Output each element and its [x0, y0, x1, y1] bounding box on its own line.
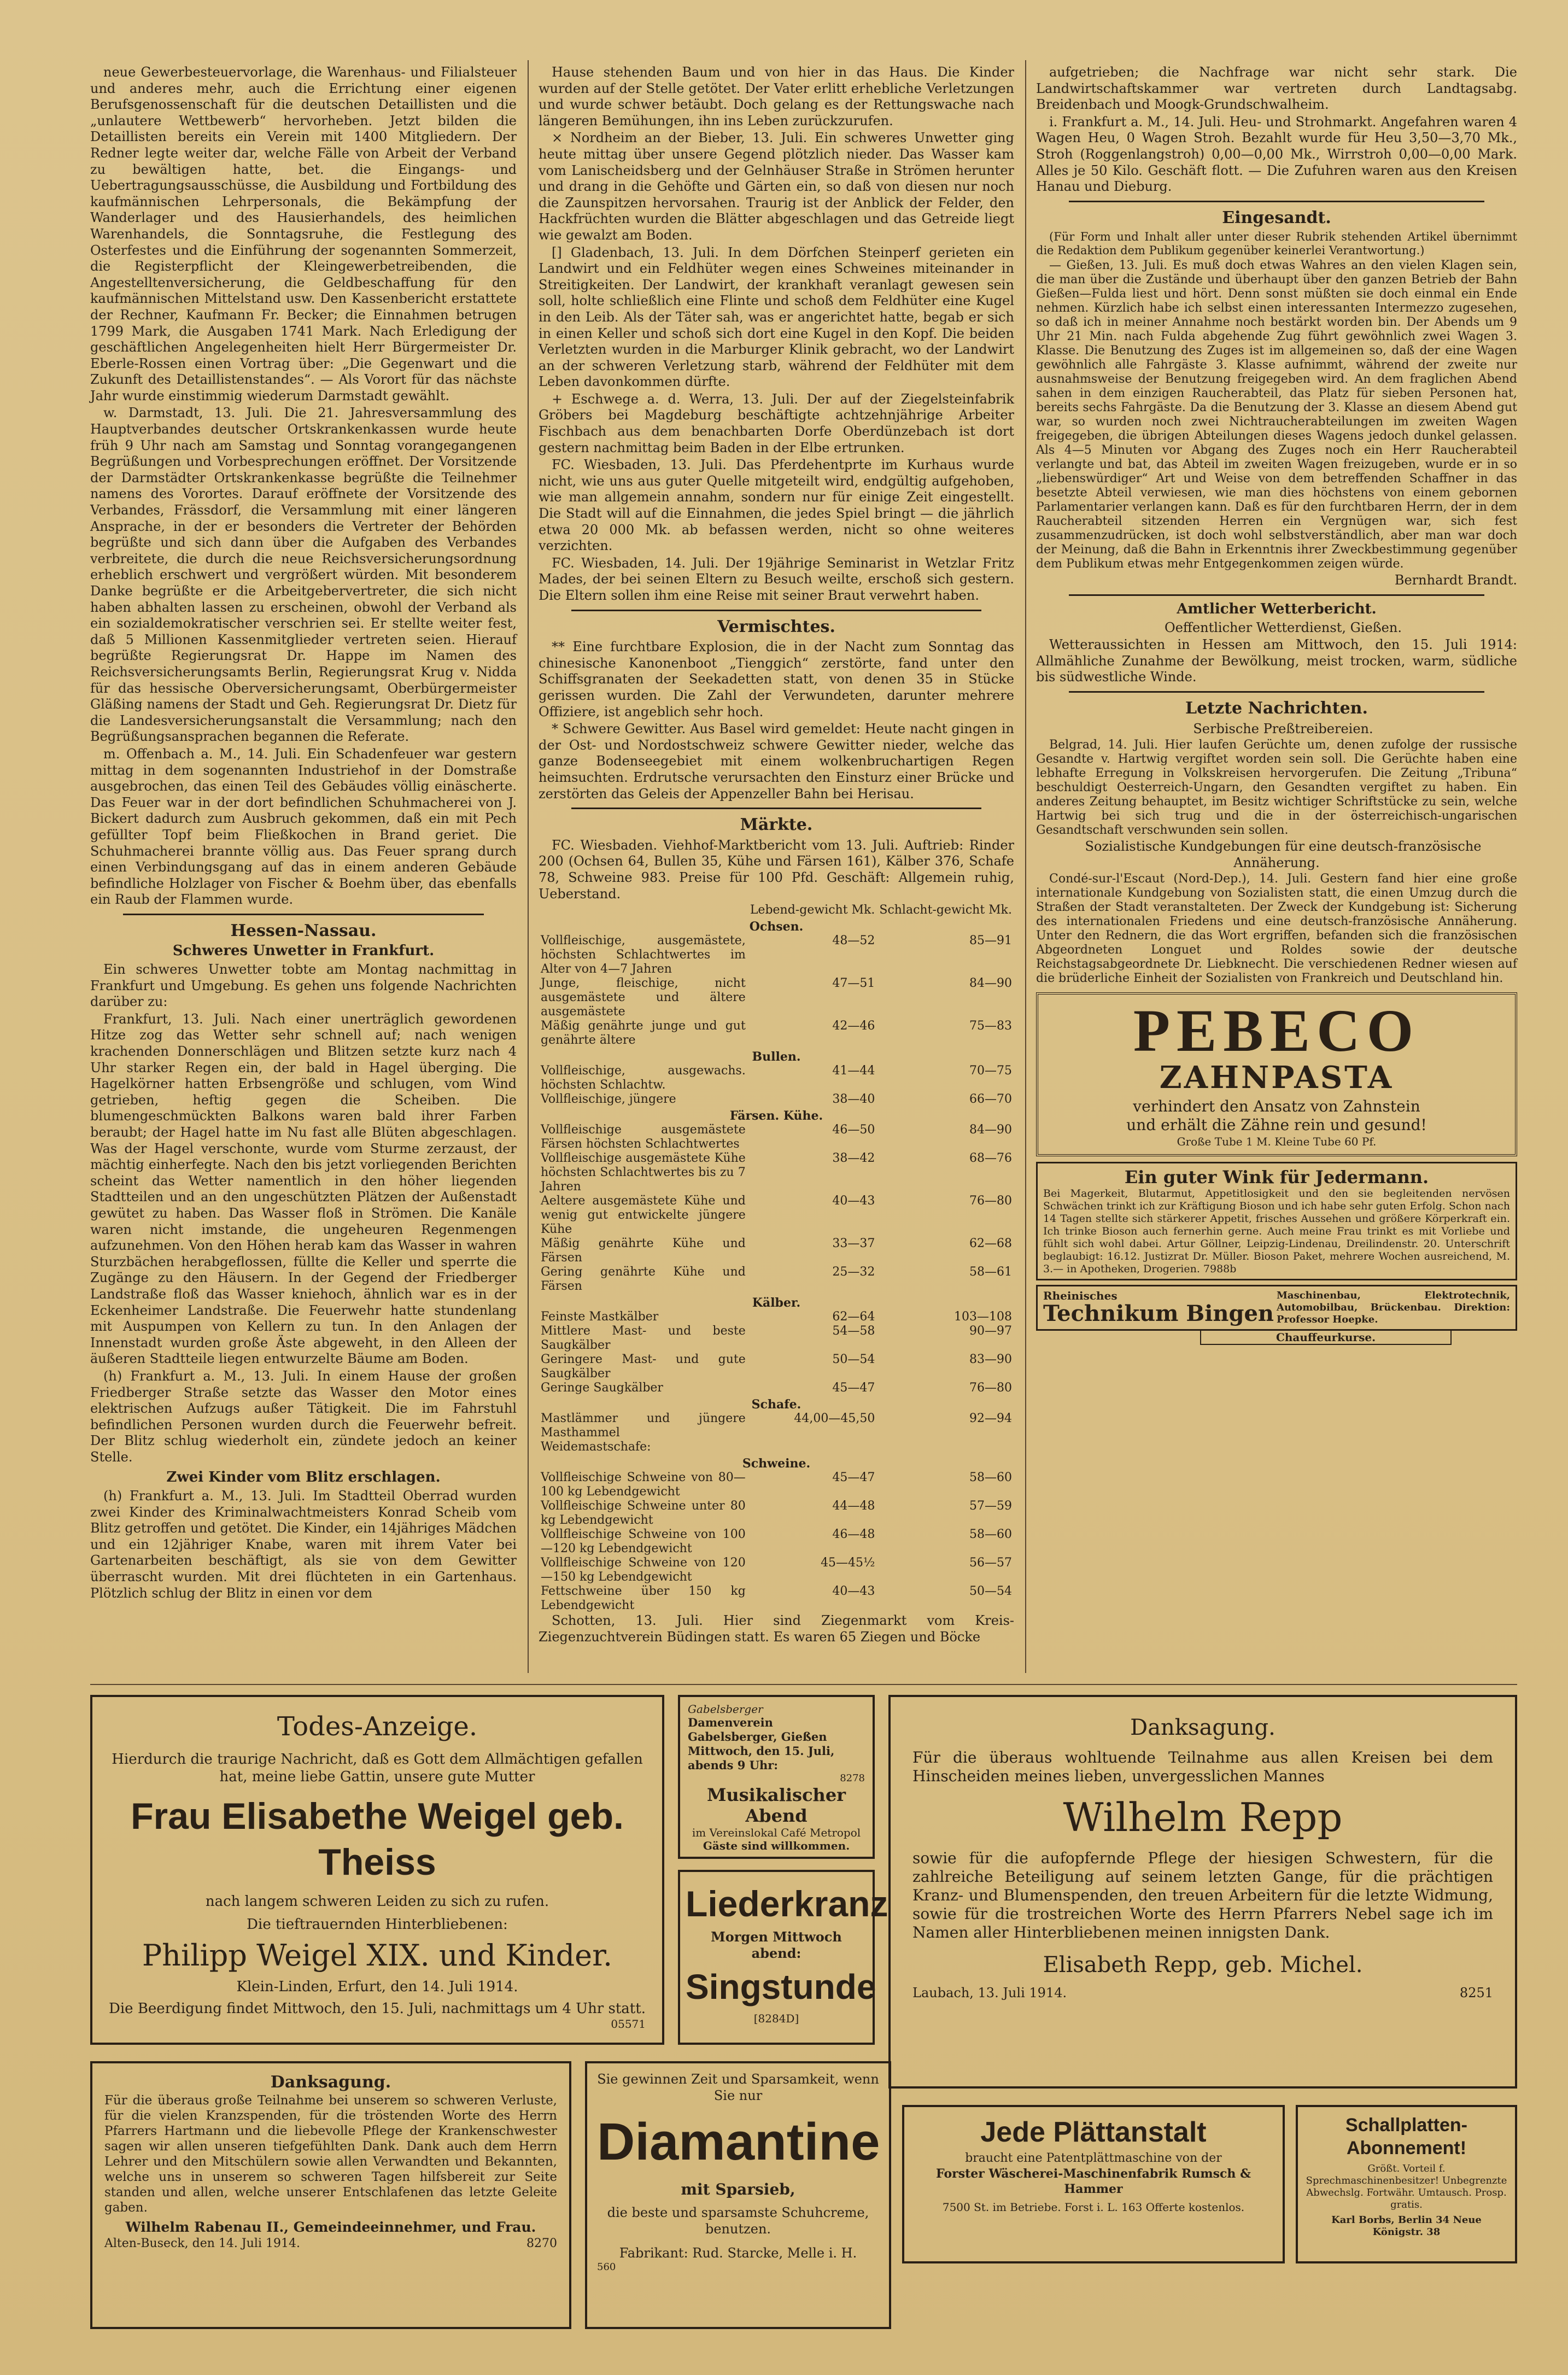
article-paragraph: FC. Wiesbaden, 13. Juli. Das Pferdehentprte im Kurhaus wurde nicht, wie uns aus guter Quelle mitgeteilt wird, endgültig aufgehoben, wie man allgemein annahm, sondern nur für einige Zeit eingestellt. Die Stadt will auf die Einnahmen, die jedes Spiel bringt — die jährlich etwa 20 000 Mk. ab befassen werden, nicht so ohne weiteres verzichten. — [539, 457, 1014, 554]
notice-place-date: Alten-Buseck, den 14. Juli 1914. — [104, 2237, 300, 2250]
plaettanstalt-ad — [902, 2105, 1285, 2263]
market-row — [539, 976, 1014, 1019]
market-live-price: 42—46 — [832, 1019, 875, 1033]
market-live-price: 41—44 — [832, 1064, 875, 1078]
market-live-price: 45—47 — [832, 1381, 875, 1395]
stenography-logo: Gabelsberger — [688, 1703, 763, 1716]
market-item-label: Vollfleischige ausgemästete Färsen höchsten Schlachtwertes — [541, 1123, 746, 1151]
ad-text: Bei Magerkeit, Blutarmut, Appetitlosigkeit und den sie begleitenden nervösen Schwächen trinkt ich zur Kräftigung Bioson und ich habe sehr guten Erfolg. Schon nach 14 Tagen stellte sich stärkerer Appetit, frisches Aussehen und größere Körperkraft ein. Ich trinke Bioson auch fernerhin gerne. Auch meine Frau trinkt es mit Vorliebe und fühlt sich wohl dabei. Artur Göllner, Leipzig-Lindenau, Dreilindenstr. 20. Unterschrift beglaubigt: 16.12. Justizrat Dr. Müller. Bioson Paket, mehrere Wochen ausreichend, M. 3.— in Apotheken, Drogerien. 7988b — [1043, 1188, 1510, 1276]
market-slaughter-price: 66—70 — [969, 1092, 1012, 1107]
article-heading: Zwei Kinder vom Blitz erschlagen. — [166, 1469, 441, 1486]
market-slaughter-price: 70—75 — [969, 1064, 1012, 1078]
article-paragraph: m. Offenbach a. M., 14. Juli. Ein Schadenfeuer war gestern mittag in dem sogenannten Industriehof in der Domstraße ausgebrochen, das einen Teil des Gebäudes völlig einäscherte. Das Feuer war in der dort befindlichen Schuhmacherei von J. Bickert dadurch zum Ausbruch gekommen, daß ein mit Pech gefüllter Topf beim Fließkochen in Brand geriet. Die Schuhmacherei brannte völlig aus. Das Feuer sprang durch einen Verbindungsgang auf das in einem anderen Gebäude befindliche Holzlager von Fischer & Boehm über, das ebenfalls ein Raub der Flammen wurde. — [90, 746, 517, 908]
ad-number: 05571 — [611, 2017, 646, 2031]
ad-number: 560 — [597, 2261, 616, 2273]
market-row — [539, 1381, 1014, 1395]
market-live-price: 48—52 — [832, 934, 875, 948]
market-price-table — [539, 903, 1014, 1613]
column-3 — [1036, 65, 1517, 1345]
market-slaughter-price: 92—94 — [969, 1412, 1012, 1426]
event-title: Musikalischer Abend — [706, 1785, 846, 1826]
market-item-label: Vollfleischige ausgemästete Kühe höchsten Schlachtwertes bis zu 7 Jahren — [541, 1151, 746, 1194]
market-slaughter-price: 84—90 — [969, 976, 1012, 991]
market-live-price: 38—42 — [832, 1151, 875, 1166]
ad-title: Technikum Bingen — [1043, 1301, 1274, 1327]
market-section-row — [539, 1294, 1014, 1310]
market-header-label — [539, 903, 748, 917]
article-paragraph: aufgetrieben; die Nachfrage war nicht sehr stark. Die Landwirtschaftskammer war vertreten durch Landtagsabg. Breidenbach und Moogk-Grundschwalheim. — [1036, 65, 1517, 113]
notice-text: Für die überaus wohltuende Teilnahme aus allen Kreisen bei dem Hinscheiden meines lieben, unvergesslichen Mannes — [912, 1748, 1493, 1785]
market-row — [539, 1584, 1014, 1613]
section-heading: Letzte Nachrichten. — [1185, 698, 1368, 718]
market-header-slaughter: Schlacht-gewicht Mk. — [879, 903, 1012, 917]
market-section-label: Kälber. — [752, 1296, 801, 1311]
market-live-price: 45—47 — [832, 1471, 875, 1485]
market-item-label: Aeltere ausgemästete Kühe und wenig gut entwickelte jüngere Kühe — [541, 1194, 746, 1237]
ad-text: Mittwoch, den 15. Juli, abends 9 Uhr: — [688, 1744, 835, 1772]
pebeco-brand: PEBECO — [1133, 997, 1420, 1064]
market-live-price: 54—58 — [832, 1324, 875, 1338]
event-title: Singstunde — [686, 1967, 876, 2007]
article-paragraph: Schotten, 13. Juli. Hier sind Ziegenmarkt vom Kreis-Ziegenzuchtverein Büdingen statt. Es waren 65 Ziegen und Böcke — [539, 1613, 1014, 1645]
market-row — [539, 1412, 1014, 1440]
market-slaughter-price: 83—90 — [969, 1353, 1012, 1367]
column-2 — [539, 65, 1014, 1646]
notice-text: Hierdurch die traurige Nachricht, daß es Gott dem Allmächtigen gefallen hat, meine liebe Gattin, unsere gute Mutter — [112, 1751, 643, 1785]
market-item-label: Gering genährte Kühe und Färsen — [541, 1265, 746, 1294]
article-paragraph: (h) Frankfurt a. M., 13. Juli. Im Stadtteil Oberrad wurden zwei Kinder des Kriminalwachtmeisters Konrad Scheib vom Blitz getroffen und getötet. Die Kinder, ein 14jähriges Mädchen und ein 12jähriger Knabe, waren mit ihrem Vater bei Gartenarbeiten beschäftigt, als sie von dem Gewitter überrascht wurden. Mit drei flüchteten in ein Gartenhaus. Plötzlich schlug der Blitz in einen vor dem — [90, 1488, 517, 1601]
column-divider — [528, 60, 529, 1673]
pebeco-subtitle: ZAHNPASTA — [1159, 1060, 1394, 1096]
market-slaughter-price: 85—91 — [969, 934, 1012, 948]
ad-title: Ein guter Wink für Jedermann. — [1124, 1167, 1429, 1188]
rule — [1069, 691, 1484, 693]
ad-text: Morgen Mittwoch abend: — [711, 1929, 842, 1961]
market-live-price: 40—43 — [832, 1584, 875, 1599]
market-row — [539, 1151, 1014, 1194]
market-live-price: 38—40 — [832, 1092, 875, 1107]
bioson-ad — [1036, 1162, 1517, 1280]
pebeco-line: verhindert den Ansatz von Zahnstein — [1133, 1097, 1420, 1116]
liederkranz-ad — [678, 1870, 888, 2045]
market-row — [539, 1499, 1014, 1528]
column-1 — [90, 65, 517, 1602]
market-item-label: Vollfleischige, ausgemästete, höchsten Schlachtwertes im Alter von 4—7 Jahren — [541, 934, 746, 976]
market-live-price: 44—48 — [832, 1499, 875, 1513]
market-item-label: Junge, fleischige, nicht ausgemästete und ältere ausgemästete — [541, 976, 746, 1019]
market-header-live: Lebend-gewicht Mk. — [750, 903, 875, 917]
section-heading: Vermischtes. — [717, 617, 835, 636]
market-item-label: Weidemastschafe: — [541, 1440, 651, 1454]
deceased-name: Frau Elisabethe Weigel geb. Theiss — [131, 1795, 624, 1883]
market-live-price: 46—48 — [832, 1528, 875, 1542]
article-paragraph: [] Gladenbach, 13. Juli. In dem Dörfchen Steinperf gerieten ein Landwirt und ein Feldhüter wegen eines Schweines miteinander in Streitigkeiten. Der Landwirt, der krankhaft veranlagt gewesen sein soll, holte schließlich eine Flinte und schoß dem Feldhüter eine Kugel in den Leib. Als der Täter sah, was er angerichtet hatte, begab er sich in einen Keller und schoß sich dort eine Kugel in den Kopf. Die beiden Verletzten wurden in die Marburger Klinik gebracht, wo der Landwirt an der schweren Verletzung starb, während der Feldhüter mit dem Leben davonkommen dürfte. — [539, 244, 1014, 390]
market-slaughter-price: 62—68 — [969, 1237, 1012, 1251]
market-row — [539, 1353, 1014, 1381]
rule — [571, 808, 981, 809]
market-row — [539, 1064, 1014, 1092]
article-paragraph: neue Gewerbesteuervorlage, die Warenhaus- und Filialsteuer und anderes mehr, auch die Errichtung einer eigenen Berufsgenossenschaft für die deutschen Detaillisten und die „unlautere Wettbewerb“ hervorheben. Jetzt bilden die Detaillisten bereits ein Verein mit 1400 Mitgliedern. Der Redner legte weiter dar, welche Fälle von Arbeit der Verband zu bewältigen hatte, bet. die Eingangs- und Uebertragungsausschüsse, die Ausbildung und Fortbildung des kaufmännischen Lehrpersonals, die Bekämpfung der Wanderlager und des Hausierhandels, des heimlichen Warenhandels, die Sonntagsruhe, die Festlegung des Osterfestes und die Einführung der sogenannten Sommerzeit, die Registerpflicht der Kleingewerbetreibenden, die Angestelltenversicherung, die Geldbeschaffung für den kaufmännischen Mittelstand usw. Den Kassenbericht erstattete der Rechner, Kaufmann Fr. Becker; die Einnahmen betrugen 1799 Mark, die Ausgaben 1741 Mark. Nach Erledigung der geschäftlichen Angelegenheiten hielt Herr Bürgermeister Dr. Eberle-Rossen einen Vortrag über: „Die Gegenwart und die Zukunft des Detaillistenstandes“. — Als Vorort für das nächste Jahr wurde einstimmig wiederum Darmstadt gewählt. — [90, 65, 517, 403]
market-item-label: Mastlämmer und jüngere Masthammel — [541, 1412, 746, 1440]
ad-title: Schallplatten-Abonnement! — [1345, 2115, 1467, 2158]
ad-text: braucht eine Patentplättmaschine von der — [965, 2151, 1222, 2165]
market-slaughter-price: 75—83 — [969, 1019, 1012, 1033]
article-paragraph: ** Eine furchtbare Explosion, die in der Nacht zum Sonntag das chinesische Kanonenboot „Tienggich“ zerstörte, fand unter den Schiffsgranaten der Seekadetten statt, von denen 35 in Stücke gerissen wurden. Die Zahl der Verwundeten, darunter mehrere Offiziere, ist angeblich sehr hoch. — [539, 639, 1014, 719]
article-paragraph: FC. Wiesbaden, 14. Juli. Der 19jährige Seminarist in Wetzlar Fritz Mades, der bei seinen Eltern zu Besuch weilte, erschoß sich gestern. Die Eltern sollen ihm eine Reise mit seiner Braut verwehrt haben. — [539, 555, 1014, 603]
article-paragraph: Hause stehenden Baum und von hier in das Haus. Die Kinder wurden auf der Stelle getötet. Der Vater erlitt erhebliche Verletzungen und wurde schwer betäubt. Doch gelang es der Rettungswache nach längeren Bemühungen, ihn ins Leben zurückzurufen. — [539, 65, 1014, 128]
mourner-names: Philipp Weigel XIX. und Kinder. — [142, 1938, 613, 1973]
market-intro: FC. Wiesbaden. Viehhof-Marktbericht vom 13. Juli. Auftrieb: Rinder 200 (Ochsen 64, Bullen 35, Kühe und Färsen 161), Kälber 376, Schafe 78, Schweine 983. Preise für 100 Pfd. Geschäft: Allgemein ruhig, Ueberstand. — [539, 837, 1014, 902]
column-divider — [1025, 60, 1026, 1673]
notice-place-date: Laubach, 13. Juli 1914. — [912, 1985, 1067, 2000]
market-slaughter-price: 57—59 — [969, 1499, 1012, 1513]
market-section-row — [539, 1454, 1014, 1471]
article-paragraph: Wetteraussichten in Hessen am Mittwoch, den 15. Juli 1914: Allmähliche Zunahme der Bewölkung, meist trocken, warm, südliche bis südwestliche Winde. — [1036, 637, 1517, 685]
market-slaughter-price: 90—97 — [969, 1324, 1012, 1338]
notice-text: Die Beerdigung findet Mittwoch, den 15. Juli, nachmittags um 4 Uhr statt. — [109, 2000, 646, 2017]
notice-signature: Elisabeth Repp, geb. Michel. — [1043, 1952, 1363, 1978]
rule — [571, 610, 981, 611]
market-slaughter-price: 76—80 — [969, 1194, 1012, 1208]
market-item-label: Vollfleischige Schweine von 100—120 kg Lebendgewicht — [541, 1528, 746, 1556]
ad-firm: Karl Borbs, Berlin 34 Neue Königstr. 38 — [1331, 2214, 1482, 2238]
market-row — [539, 1265, 1014, 1294]
market-live-price: 47—51 — [832, 976, 875, 991]
notice-text: Die tieftrauernden Hinterbliebenen: — [247, 1916, 508, 1933]
ad-text: mit Sparsieb, — [681, 2180, 795, 2198]
market-section-row — [539, 917, 1014, 934]
market-item-label: Vollfleischige Schweine von 120—150 kg Lebendgewicht — [541, 1556, 746, 1584]
market-row — [539, 934, 1014, 976]
market-slaughter-price: 56—57 — [969, 1556, 1012, 1570]
market-slaughter-price: 84—90 — [969, 1123, 1012, 1137]
notice-text: Für die überaus große Teilnahme bei unserem so schweren Verluste, für die vielen Kranzspenden, für die tröstenden Worte des Herrn Pfarrers Hartmann und die liebevolle Pflege der Krankenschwester sagen wir allen unseren tiefgefühlten Dank. Dank auch dem Herrn Lehrer und den Mitschülern sowie allen Verwandten und Bekannten, welche uns in unserem so schweren Tagen hilfsbereit zur Seite standen und allen, welche unserer Entschlafenen das letzte Geleite gaben. — [104, 2093, 557, 2215]
market-section-label: Schafe. — [751, 1397, 801, 1412]
article-paragraph: Frankfurt, 13. Juli. Nach einer unerträglich gewordenen Hitze zog das Wetter sehr schnell auf; nach wenigen krachenden Donnerschlägen und Blitzen setzte kurz nach 4 Uhr starker Regen ein, der bald in Hagel überging. Die Hagelkörner hatten Erbsengröße und schlugen, vom Wind getrieben, heftig gegen die Scheiben. Die blumengeschmückten Balkons waren bald ihrer Farben beraubt; der Hagel hatte im Nu fast alle Blüten abgeschlagen. Was der Hagel verschonte, wurde vom Sturme zerzaust, der mächtig einherfegte. Nach den bis jetzt vorliegenden Berichten scheint das Wetter namentlich in den höher liegenden Stadtteilen und an den ungeschützten Plätzen der Außenstadt gewütet zu haben. Das Wasser floß in Strömen. Die Kanäle waren nicht imstande, die ungeheuren Regenmengen aufzunehmen. Von den Höhen herab kam das Wasser in wahren Sturzbächen herabgeflossen, füllte die Keller und sperrte die Zugänge zu den Häusern. In der Gegend der Friedberger Landstraße floß das Wasser kniehoch, ähnlich war es in der Eckenheimer Landstraße. Die Feuerwehr hatte stundenlang mit Auspumpen von Kellern zu tun. In den Anlagen der Innenstadt wurden große Äste abgeweht, in den Alleen der äußeren Stadtteile liegen entwurzelte Bäume am Boden. — [90, 1011, 517, 1367]
market-section-label: Färsen. Kühe. — [729, 1109, 823, 1124]
ad-text: Gäste sind willkommen. — [703, 1839, 850, 1852]
pebeco-line: und erhält die Zähne rein und gesund! — [1126, 1116, 1427, 1134]
article-paragraph: i. Frankfurt a. M., 14. Juli. Heu- und Strohmarkt. Angefahren waren 4 Wagen Heu, 0 Wagen Stroh. Bezahlt wurde für Heu 3,50—3,70 Mk., Stroh (Roggenlangstroh) 0,00—0,00 Mk., Wirrstroh 0,00—0,00 Mark. Alles je 50 Kilo. Geschäft flott. — Die Zufuhren waren aus den Kreisen Hanau und Dieburg. — [1036, 114, 1517, 195]
deceased-name: Wilhelm Repp — [1063, 1794, 1343, 1840]
market-live-price: 40—43 — [832, 1194, 875, 1208]
market-live-price: 45—45½ — [821, 1556, 875, 1570]
diamantine-ad — [585, 2061, 891, 2329]
market-row — [539, 1194, 1014, 1237]
market-slaughter-price: 58—60 — [969, 1471, 1012, 1485]
market-row — [539, 1019, 1014, 1048]
signature: Bernhardt Brandt. — [1394, 572, 1517, 588]
market-section-label: Schweine. — [742, 1456, 811, 1471]
ad-number: [8284D] — [753, 2012, 799, 2025]
market-live-price: 33—37 — [832, 1237, 875, 1251]
market-live-price — [748, 1440, 877, 1454]
club-name: Liederkranz — [686, 1883, 888, 1924]
notice-title: Todes-Anzeige. — [277, 1711, 478, 1742]
market-item-label: Vollfleischige, ausgewachs. höchsten Schlachtw. — [541, 1064, 746, 1092]
market-row — [539, 1237, 1014, 1265]
market-live-price: 25—32 — [832, 1265, 875, 1279]
market-row — [539, 1310, 1014, 1324]
article-paragraph: × Nordheim an der Bieber, 13. Juli. Ein schweres Unwetter ging heute mittag über unsere Gegend plötzlich nieder. Das Wasser kam vom Lanischeidsberg und der Gelnhäuser Straße in Strömen herunter und drang in die Gehöfte und Gärten ein, so daß von diesen nur noch die Zaunspitzen hervorsahen. Traurig ist der Anblick der Felder, den Hackfrüchten wurden die Blätter abgeschlagen und das Getreide liegt wie gewalzt am Boden. — [539, 130, 1014, 243]
market-slaughter-price: 68—76 — [969, 1151, 1012, 1166]
ad-text: im Vereinslokal Café Metropol — [692, 1826, 861, 1839]
market-slaughter-price: 58—61 — [969, 1265, 1012, 1279]
ad-text: die beste und sparsamste Schuhcreme, benutzen. — [607, 2205, 869, 2237]
market-item-label: Mäßig genährte junge und gut genährte ältere — [541, 1019, 746, 1048]
ad-number: 8251 — [1459, 1985, 1493, 2000]
market-item-label: Fettschweine über 150 kg Lebendgewicht — [541, 1584, 746, 1613]
market-item-label: Mäßig genährte Kühe und Färsen — [541, 1237, 746, 1265]
market-item-label: Vollfleischige Schweine unter 80 kg Lebendgewicht — [541, 1499, 746, 1528]
market-live-price: 46—50 — [832, 1123, 875, 1137]
article-paragraph: w. Darmstadt, 13. Juli. Die 21. Jahresversammlung des Hauptverbandes deutscher Ortskrankenkassen wurde heute früh 9 Uhr nach am Samstag und Sonntag vorangegangenen Begrüßungen und Vorbesprechungen eröffnet. Der Vorsitzende der Darmstädter Ortskrankenkasse begrüßte die Teilnehmer namens des Vorortes. Darauf eröffnete der Vorsitzende des Verbandes, Frässdorf, die Versammlung mit einer längeren Ansprache, in der er besonders die Vertreter der Behörden begrüßte und sich dann über die Aufgaben des Verbandes verbreitete, die durch die neue Reichsversicherungsordnung erheblich erschwert und vergrößert würden. Mit besonderem Danke begrüßte er die Arbeitgebervertreter, die sich nicht haben abhalten lassen zu erscheinen, obwohl der Verband als ein sozialdemokratischer verschrien sei. Er stellte weiter fest, daß 5 Millionen Kassenmitglieder vertreten seien. Hierauf begrüßte Regierungsrat Dr. Happe im Namen des Reichsversicherungsamts Berlin, Regierungsrat Krug v. Nidda für das hessische Oberversicherungsamt, Oberbürgermeister Gläßing namens der Stadt und Geh. Regierungsrat Dr. Dietz für die Landesversicherungsanstalt die Versammlung; nach den Begrüßungsansprachen begannen die Referate. — [90, 405, 517, 745]
ad-number: 8278 — [840, 1773, 865, 1784]
ad-text: Maschinenbau, Elektrotechnik, Automobilbau, Brückenbau. Direktion: Professor Hoepke. — [1277, 1290, 1510, 1326]
market-item-label: Vollfleischige, jüngere — [541, 1092, 676, 1107]
market-live-price: 44,00—45,50 — [794, 1412, 875, 1426]
ad-text: 7500 St. im Betriebe. Forst i. L. 163 Offerte kostenlos. — [942, 2201, 1245, 2214]
ad-title: Jede Plättanstalt — [980, 2116, 1207, 2148]
article-paragraph: (h) Frankfurt a. M., 13. Juli. In einem Hause der großen Friedberger Straße setzte das Wasser den Motor eines elektrischen Aufzugs außer Tätigkeit. Die im Fahrstuhl befindlichen Personen wurden durch die Feuerwehr befreit. Der Blitz schlug wiederholt ein, zündete jedoch an keiner Stelle. — [90, 1368, 517, 1465]
ad-title: Damenverein Gabelsberger, Gießen — [688, 1716, 827, 1744]
ad-firm: Forster Wäscherei-Maschinenfabrik Rumsch & Hammer — [936, 2167, 1251, 2196]
ad-maker: Fabrikant: Rud. Starcke, Melle i. H. — [619, 2245, 857, 2261]
market-section-row — [539, 1048, 1014, 1064]
market-item-label: Geringere Mast- und gute Saugkälber — [541, 1353, 746, 1381]
section-heading: Eingesandt. — [1222, 208, 1331, 227]
notice-title: Danksagung. — [270, 2073, 391, 2092]
technikum-ad — [1036, 1285, 1517, 1331]
article-paragraph: Condé-sur-l'Escaut (Nord-Dep.), 14. Juli. Gestern fand hier eine große internationale Kundgebung von Sozialisten statt, die einen Umzug durch die Straßen der Stadt veranstalteten. Der Zweck der Kundgebung ist: Sicherung des internationalen Friedens und eine deutsch-französische Annäherung. Unter den Rednern, die das Wort ergriffen, befanden sich die französischen Abgeordneten Longuet und Roldes sowie der deutsche Reichstagsabgeordnete Dr. Liebknecht. Die verschiedenen Redner wiesen auf die brüderliche Einheit der Sozialisten von Frankreich und Deutschland hin. — [1036, 872, 1517, 986]
market-row — [539, 1528, 1014, 1556]
thank-you-notice — [90, 2061, 571, 2329]
rule — [1069, 594, 1484, 596]
notice-text: sowie für die aufopfernde Pflege der hiesigen Schwestern, für die zahlreiche Beteiligung auf seinem letzten Gange, für die prächtigen Kranz- und Blumenspenden, den treuen Arbeitern für die letzte Widmung, sowie für die trostreichen Worte des Herrn Pfarrers Nebel sage ich im Namen aller Hinterbliebenen meinen innigsten Dank. — [912, 1849, 1493, 1941]
thank-you-notice-repp — [888, 1695, 1517, 2089]
market-row — [539, 1471, 1014, 1499]
article-paragraph: — Gießen, 13. Juli. Es muß doch etwas Wahres an den vielen Klagen sein, die man über die Zustände und überhaupt über den ganzen Betrieb der Bahn Gießen—Fulda liest und hört. Denn sonst müßten sie doch einmal ein Ende nehmen. Kürzlich habe ich selbst einen interessanten Intermezzo zugesehen, so daß ich in meiner Annahme noch bestärkt worden bin. Der Abends um 9 Uhr 21 Min. nach Fulda abgehende Zug führt gewöhnlich zwei Wagen 3. Klasse. Die Benutzung des Zuges ist im allgemeinen so, daß der eine Wagen gewöhnlich alle Fahrgäste 3. Klasse aufnimmt, während der zweite nur ausnahmsweise der Benutzung freigegeben wird. An dem fraglichen Abend sahen in dem einzigen Raucherabteil, das Platz für sieben Personen hat, bereits sechs Fahrgäste. Da die Benutzung der 3. Klasse an diesem Abend gut war, so wurden noch zwei Nichtraucherabteilungen im zweiten Wagen freigegeben, die übrigen Abteilungen dieses Wagens jedoch dunkel gelassen. Als 4—5 Minuten vor Abgang des Zuges noch ein Herr Raucherabteil verlangte und bat, das Abteil im zweiten Wagen freizugeben, wurde er in so „liebenswürdiger“ Art und Weise von dem betreffenden Schaffner in das besetzte Abteil verwiesen, wie man dies höchstens von einem gebornen Parlamentarier verlangen kann. Daß es für den furchtbaren Herrn, der in dem Raucherabteil sitzenden Herren ein Vergnügen war, sich fest zusammenzudrücken, ist doch wohl selbstverständlich, aber man war doch der Meinung, daß die Bahn in Erkenntnis ihrer Zweckbestimmung gegenüber dem Publikum etwas mehr Entgegenkommen zeigen würde. — [1036, 259, 1517, 571]
market-row — [539, 1440, 1014, 1454]
pebeco-price: Große Tube 1 M. Kleine Tube 60 Pf. — [1177, 1135, 1377, 1149]
ad-text: Sie gewinnen Zeit und Sparsamkeit, wenn Sie nur — [597, 2072, 879, 2103]
pebeco-ad — [1036, 992, 1517, 1156]
market-row — [539, 1123, 1014, 1151]
market-slaughter-price: 76—80 — [969, 1381, 1012, 1395]
editorial-note: (Für Form und Inhalt aller unter dieser Rubrik stehenden Artikel übernimmt die Redaktion dem Publikum gegenüber keinerlei Verantwortung.) — [1036, 230, 1517, 258]
section-heading: Amtlicher Wetterbericht. — [1177, 600, 1377, 617]
market-live-price: 50—54 — [832, 1353, 875, 1367]
notice-place-date: Klein-Linden, Erfurt, den 14. Juli 1914. — [236, 1979, 518, 1995]
ad-text: Größt. Vorteil f. Sprechmaschinenbesitzer! Unbegrenzte Abwechslg. Fortwähr. Umtausch. Prosp. gratis. — [1306, 2163, 1507, 2210]
rule — [1069, 201, 1484, 202]
ad-footer: Chauffeurkurse. — [1200, 1331, 1452, 1345]
article-paragraph: Belgrad, 14. Juli. Hier laufen Gerüchte um, denen zufolge der russische Gesandte v. Hartwig vergiftet worden sein soll. Die Gerüchte haben eine lebhafte Erregung in Volkskreisen hervorgerufen. Die Zeitung „Tribuna“ beschuldigt Oesterreich-Ungarn, den Gesandten vergiftet zu haben. Ein anderes Zeitung behauptet, im Besitz wichtiger Schriftstücke zu sein, welche Hartwig bei sich trug und die in der österreichisch-ungarischen Gesandtschaft verschwunden sein sollen. — [1036, 738, 1517, 838]
article-paragraph: Ein schweres Unwetter tobte am Montag nachmittag in Frankfurt und Umgebung. Es gehen uns folgende Nachrichten darüber zu: — [90, 962, 517, 1010]
notice-signature: Wilhelm Rabenau II., Gemeindeeinnehmer, und Frau. — [125, 2219, 536, 2235]
rule — [123, 914, 484, 915]
market-item-label: Vollfleischige Schweine von 80—100 kg Lebendgewicht — [541, 1471, 746, 1499]
market-section-label: Bullen. — [752, 1050, 801, 1064]
market-slaughter-price — [877, 1440, 1014, 1454]
market-item-label: Mittlere Mast- und beste Saugkälber — [541, 1324, 746, 1353]
notice-title: Danksagung. — [1130, 1715, 1276, 1740]
subheading: Serbische Preßtreibereien. — [1193, 721, 1373, 736]
market-item-label: Feinste Mastkälber — [541, 1310, 659, 1324]
market-live-price: 62—64 — [832, 1310, 875, 1324]
market-row — [539, 1324, 1014, 1353]
gabelsberger-ad — [678, 1695, 875, 1859]
ad-label: Rheinisches — [1043, 1289, 1118, 1303]
ad-number: 8270 — [526, 2237, 557, 2250]
article-paragraph: + Eschwege a. d. Werra, 13. Juli. Der auf der Ziegelsteinfabrik Gröbers bei Magdeburg beschäftigte achtzehnjährige Arbeiter Fischbach aus dem benachbarten Dorfe Oberdünzebach ist dort gestern nachmittag beim Baden in der Elbe ertrunken. — [539, 391, 1014, 455]
market-slaughter-price: 50—54 — [969, 1584, 1012, 1599]
section-heading: Märkte. — [740, 815, 813, 835]
death-notice — [90, 1695, 664, 2045]
subheading: Oeffentlicher Wetterdienst, Gießen. — [1165, 619, 1402, 635]
subheading: Sozialistische Kundgebungen für eine deutsch-französische Annäherung. — [1085, 839, 1482, 870]
product-name: Diamantine — [597, 2113, 880, 2171]
market-slaughter-price: 58—60 — [969, 1528, 1012, 1542]
article-paragraph: * Schwere Gewitter. Aus Basel wird gemeldet: Heute nacht gingen in der Ost- und Nordostschweiz schwere Gewitter nieder, welche das ganze Bodenseegebiet mit einem wolkenbruchartigen Regen heimsuchten. Erdrutsche verursachten den Einsturz einer Brücke und zerstörten das Geleis der Appenzeller Bahn bei Herisau. — [539, 721, 1014, 802]
market-row — [539, 1092, 1014, 1107]
schallplatten-ad — [1296, 2105, 1517, 2263]
market-row — [539, 1556, 1014, 1584]
market-section-label: Ochsen. — [749, 920, 804, 934]
market-item-label: Geringe Saugkälber — [541, 1381, 663, 1395]
section-heading: Hessen-Nassau. — [230, 921, 377, 940]
market-slaughter-price: 103—108 — [954, 1310, 1012, 1324]
notice-text: nach langem schweren Leiden zu sich zu rufen. — [205, 1893, 549, 1910]
market-section-row — [539, 1107, 1014, 1123]
section-divider — [90, 1684, 1517, 1685]
article-heading: Schweres Unwetter in Frankfurt. — [172, 943, 435, 960]
market-section-row — [539, 1395, 1014, 1412]
